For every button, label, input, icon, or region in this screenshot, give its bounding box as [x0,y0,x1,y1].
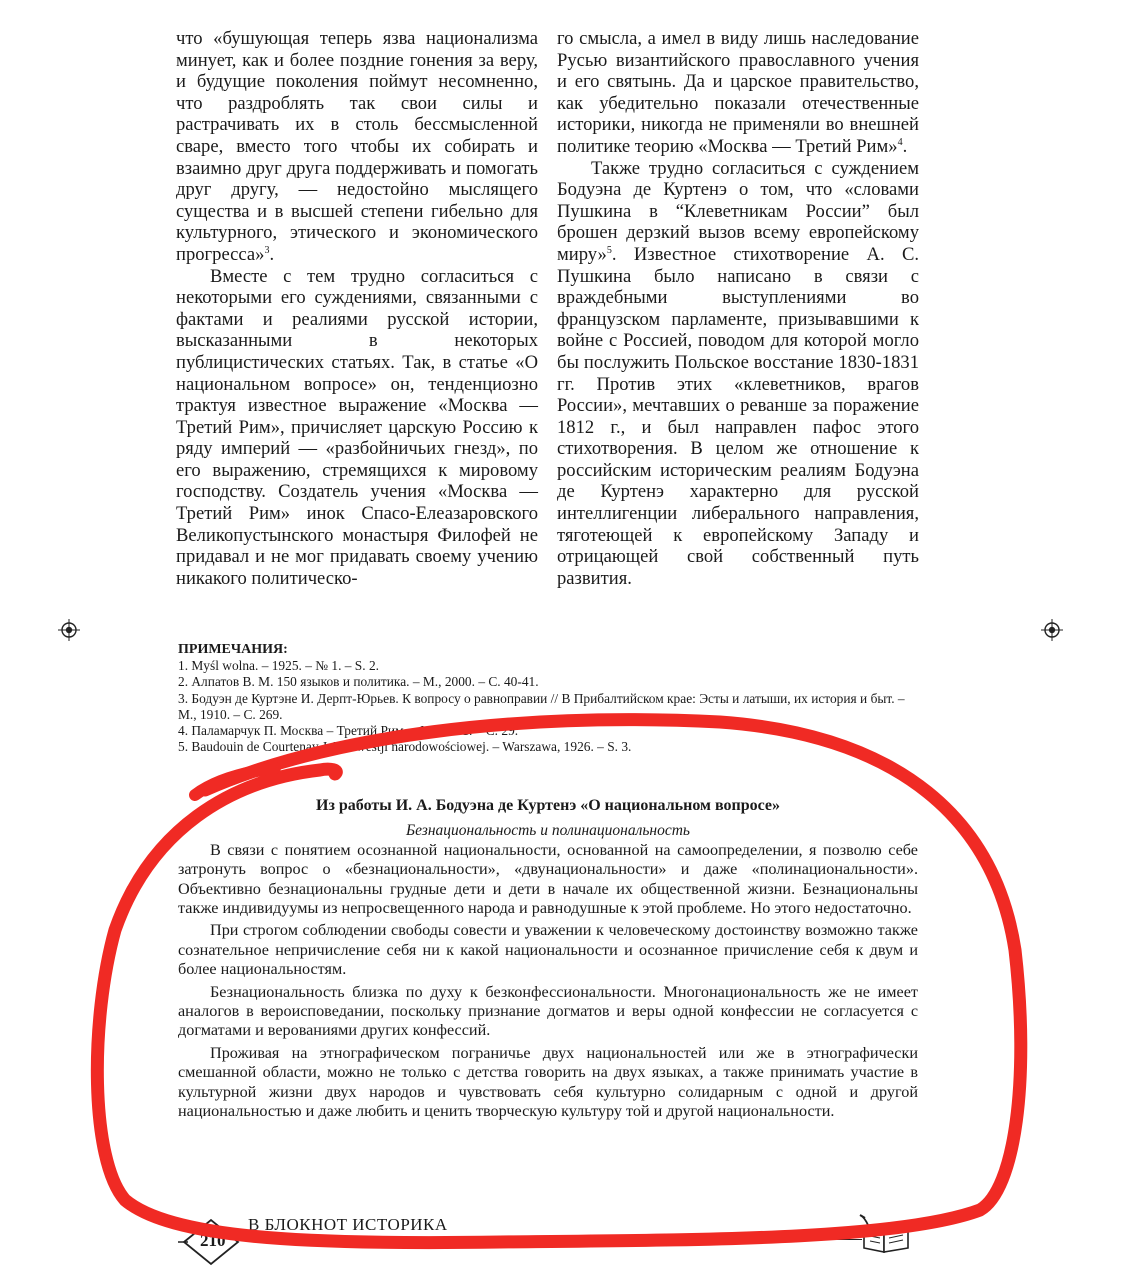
article-paragraph: При строгом соблюдении свободы совести и уважении к человеческому достоинству возможно также сознательное непричисление себя ни к какой национальности и осознанное причисление себя к двум и более национальностям. [178,921,918,979]
article-subtitle: Безнациональность и полинациональность [405,822,690,840]
running-title: В БЛОКНОТ ИСТОРИКА [248,1215,448,1234]
page-footer [178,1212,920,1272]
footnote-ref: 3 [264,244,270,256]
paragraph: что «бушующая теперь язва национализма минует, как и более поздние гонения за веру, и будущие поколения поймут несомненно, что раздроблять так свои силы и растрачивать их в столь бессмысленной сваре, вместо того чтобы их собирать и взаимно друг друга поддерживать и помогать друг другу, — недостойно мыслящего существа и в высшей степени гибельно для культурного, этического и экономического прогресса»$^3$. [176,28,538,265]
article-excerpt [178,796,918,1122]
paragraph: го смысла, а имел в виду лишь наследование Русью византийского православного учения и его святынь. Да и царское правительство, как убедительно показали отечественные историки, никогда не применяли во внешней политике теорию «Москва — Третий Рим»$^4$. [557,28,919,157]
paragraph: Также трудно согласиться с суждением Бодуэна де Куртенэ о том, что «словами Пушкина в “Клеветникам России” был брошен дерзкий вызов всему европейскому миру»$^5$. Известное стихотворение А. С. Пушкина было написано в связи с враждебными выступлениями во французском парламенте, призывавшими к войне с Россией, поводом для которой могло бы послужить Польское восстание 1830-1831 гг. Против этих «клеветников, врагов России», мечтавших о реванше за поражение 1812 г., и был направлен пафос этого стихотворения. В целом же отношение к российским историческим реалиям Бодуэна де Куртенэ характерно для русской интеллигенции либерального направления, тяготеющей к европейскому Западу и отрицающей свой собственный путь развития. [557,157,919,589]
article-paragraph: В связи с понятием осознанной национальности, основанной на самоопределении, я позволю себе затронуть вопрос о «безнациональности», «двунациональности» и даже «полинациональности». Объективно безнациональны грудные дети и дети в начале их общественной жизни. Безнациональны также индивидуумы из непросвещенного народа и равнодушные к этой проблеме. Но этого недостаточно. [178,840,918,918]
footnote: 1. Myśl wolna. – 1925. – № 1. – S. 2. [178,658,379,674]
footnote-ref: 5 [606,244,612,256]
footnote: 3. Бодуэн де Куртэне И. Дерпт-Юрьев. К вопросу о равноправии // В Прибалтийском крае: Эсты и латыши, их история и быт. – М., 1910. – С. 269. [178,690,905,722]
footnote: 4. Паламарчук П. Москва – Третий Рим. – М., 1991. – С. 29. [178,723,519,739]
footnotes [178,642,918,755]
book-quill-icon [858,1214,916,1254]
footnote-ref: 4 [897,136,903,148]
text-column-left [176,28,538,589]
text-column-right [557,28,919,589]
footer-rule [242,1239,862,1240]
article-paragraph: Безнациональность близка по духу к безконфессиональности. Многонациональность же не имеет аналогов в вероисповедании, поскольку признание догматов и веры одной конфессии не согласуется с догматами и верованиями других конфессий. [178,982,918,1040]
article-paragraph: Проживая на этнографическом пограничье двух национальностей или же в этнографически смешанной области, можно не только с детства говорить на двух языках, а также принимать участие в культурной жизни двух народов и чувствовать себя культурно солидарным с одной и другой национальностью и даже любить и ценить творческую культуру той и другой национальности. [178,1043,918,1121]
footnote: 5. Baudouin de Courtenay J. W kwestji narodowościowej. – Warszawa, 1926. – S. 3. [178,739,632,755]
article-title: Из работы И. А. Бодуэна де Куртенэ «О национальном вопросе» [316,797,780,814]
page-number: 210 [200,1231,226,1250]
footnotes-title: ПРИМЕЧАНИЯ: [178,642,288,657]
registration-mark-icon [58,619,80,641]
paragraph: Вместе с тем трудно согласиться с некоторыми его суждениями, связанными с фактами и реалиями русской истории, высказанными в некоторых публицистических статьях. Так, в статье «О национальном вопросе» он, тенденциозно трактуя известное выражение «Москва — Третий Рим», причисляет царскую Россию к ряду империй — «разбойничьих гнезд», по его выражению, стремящихся к мировому господству. Создатель учения «Москва — Третий Рим» инок Спасо-Елеазаровского Великопустынского монастыря Филофей не придавал и не мог придавать своему учению никакого политическо- [176,265,538,589]
registration-mark-icon [1041,619,1063,641]
footnote: 2. Алпатов В. М. 150 языков и политика. – М., 2000. – С. 40-41. [178,674,539,690]
